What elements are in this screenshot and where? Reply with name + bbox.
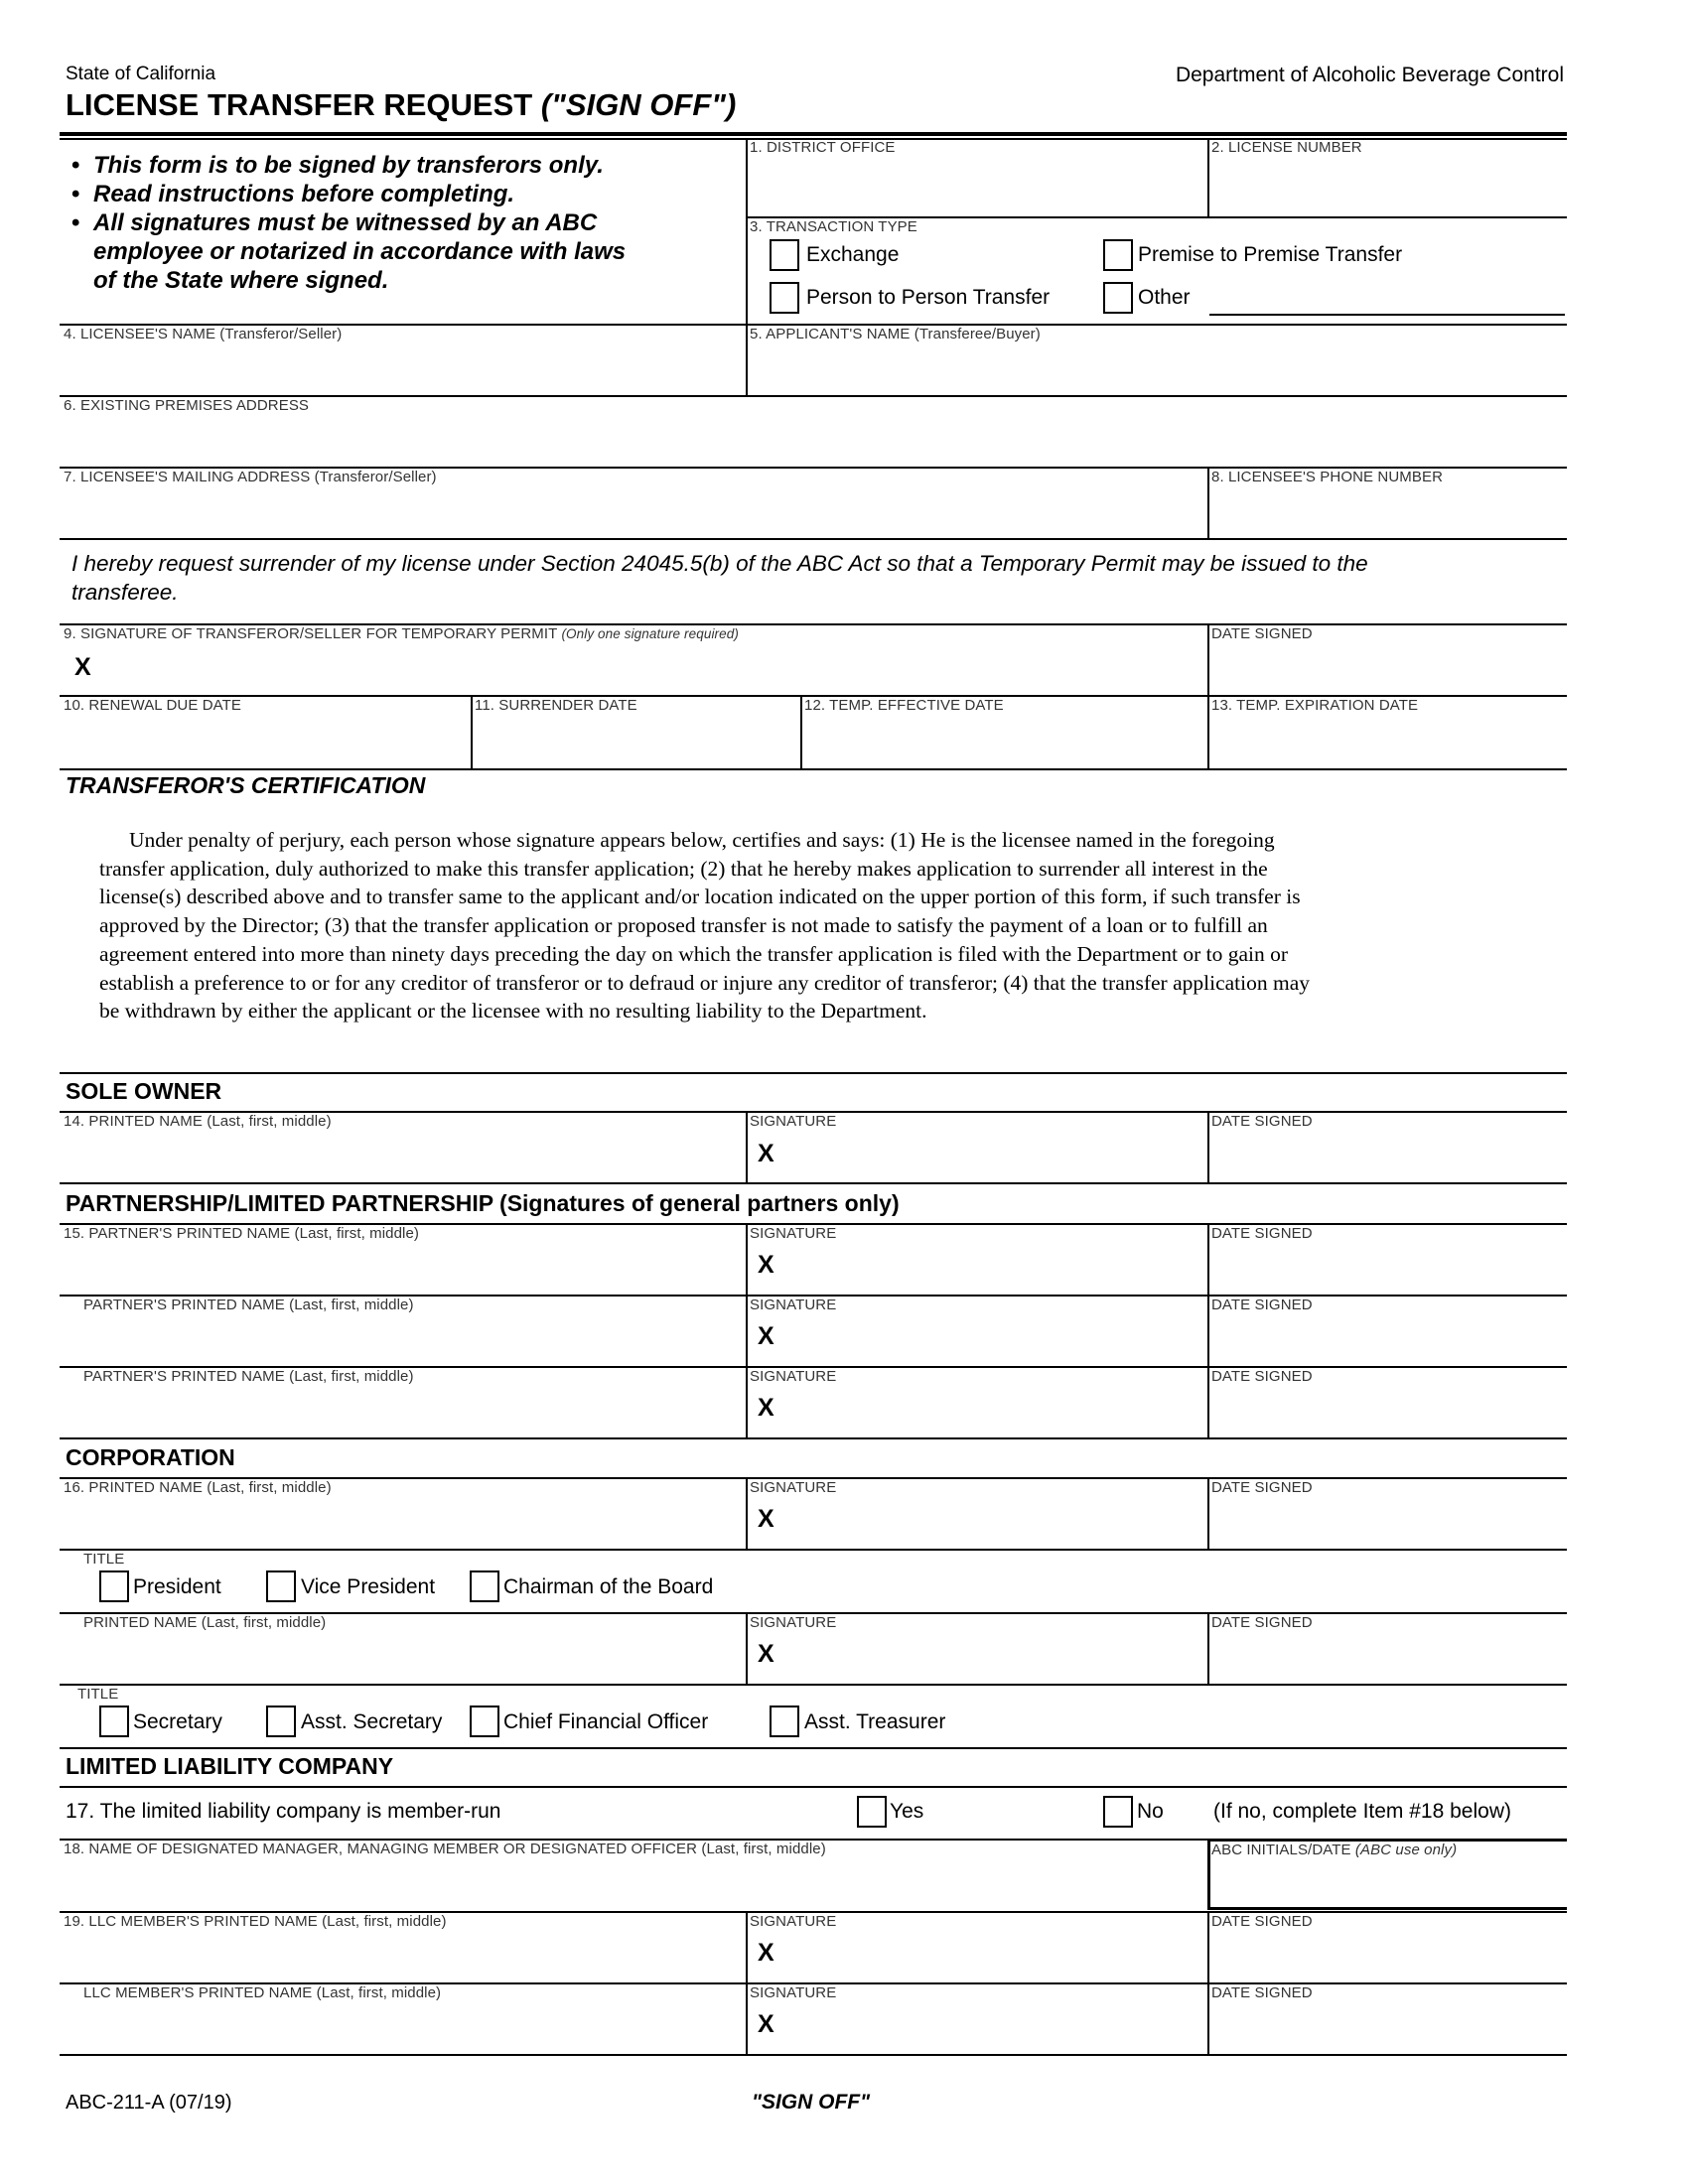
phone-number-field[interactable] [1209,488,1565,536]
certification-line: approved by the Director; (3) that the transfer application or proposed transfer is not made to satisfy the payment of a loan or to fulfill an [99,913,1268,938]
surrender-statement-line-1: I hereby request surrender of my license under Section 24045.5(b) of the ABC Act so that a Temporary Permit may be issued to the [71,551,1368,576]
llc-member-1-signature-field[interactable] [784,1933,1205,1980]
bullet: • [71,181,80,207]
bullet: • [71,152,80,179]
department-label: Department of Alcoholic Beverage Control [1175,64,1564,86]
divider [60,538,1567,540]
llc-member-2-name-field[interactable] [62,2004,744,2052]
other-label: Other [1138,286,1191,309]
chairman-checkbox[interactable] [470,1570,499,1602]
partner-name-label: PARTNER'S PRINTED NAME (Last, first, middle) [83,1297,414,1313]
signature-label: SIGNATURE [750,1368,837,1385]
signature-label: SIGNATURE [750,1297,837,1313]
page-title-main: LICENSE TRANSFER REQUEST [66,87,533,122]
date-signed-label: DATE SIGNED [1211,1297,1313,1313]
signature-label: SIGNATURE [750,1614,837,1631]
transferor-signature-label [64,625,739,642]
temp-effective-field[interactable] [802,717,1205,766]
certification-line: be withdrawn by either the applicant or the licensee with no resulting liability to the Department. [99,999,927,1024]
signature-x: X [758,1322,774,1350]
mailing-address-label: 7. LICENSEE'S MAILING ADDRESS (Transferor/Seller) [64,469,437,485]
sole-date-field[interactable] [1209,1133,1565,1180]
signature-label: SIGNATURE [750,1113,837,1130]
signature-label: SIGNATURE [750,1913,837,1930]
signature-x: X [758,1394,774,1422]
title-label: TITLE [83,1551,125,1568]
signature-label: SIGNATURE [750,1984,837,2001]
premises-address-label: 6. EXISTING PREMISES ADDRESS [64,397,310,414]
signature-x: X [758,2010,774,2038]
divider [60,1072,1567,1074]
partner-2-signature-field[interactable] [784,1316,1205,1364]
divider [746,1111,748,1182]
signature-x: X [758,1640,774,1668]
certification-line: Under penalty of perjury, each person whose signature appears below, certifies and says: (1) He is the licensee named in the foregoing [129,828,1275,852]
partner-3-date-field[interactable] [1209,1388,1565,1435]
llc-member-2-date-field[interactable] [1209,2004,1565,2052]
page-title-italic: ("SIGN OFF") [540,87,737,122]
state-label: State of California [66,64,216,84]
llc-member-1-name-field[interactable] [62,1933,744,1980]
date-signed-label: DATE SIGNED [1211,1984,1313,2001]
llc-heading: LIMITED LIABILITY COMPANY [66,1753,394,1779]
chairman-label: Chairman of the Board [503,1575,714,1598]
corp-1-date-field[interactable] [1209,1499,1565,1547]
cfo-label: Chief Financial Officer [503,1710,709,1733]
divider [746,1477,748,1549]
divider [60,2054,1567,2056]
llc-member-name-label: LLC MEMBER'S PRINTED NAME (Last, first, middle) [83,1984,442,2001]
secretary-label: Secretary [133,1710,222,1733]
partner-name-label: PARTNER'S PRINTED NAME (Last, first, middle) [83,1368,414,1385]
llc-no-label: No [1137,1800,1164,1823]
instruction-line: employee or notarized in accordance with laws [93,238,627,265]
llc-member-2-signature-field[interactable] [784,2004,1205,2052]
licensee-name-label: 4. LICENSEE'S NAME (Transferor/Seller) [64,326,343,342]
page-title [66,87,736,123]
llc-question: 17. The limited liability company is member-run [66,1800,501,1823]
date-signed-label: DATE SIGNED [1211,1479,1313,1496]
phone-number-label: 8. LICENSEE'S PHONE NUMBER [1211,469,1444,485]
divider [60,1549,1567,1551]
llc-yes-label: Yes [890,1800,924,1823]
asst-treasurer-label: Asst. Treasurer [804,1710,946,1733]
llc-member-1-date-field[interactable] [1209,1933,1565,1980]
signature-x: X [758,1505,774,1533]
other-checkbox[interactable] [1103,282,1133,314]
transferor-signature-field[interactable] [99,645,1205,693]
divider [60,1786,1567,1788]
signature-x: X [758,1140,774,1167]
corp-2-signature-field[interactable] [784,1634,1205,1682]
corp-name-label: PRINTED NAME (Last, first, middle) [83,1614,327,1631]
divider [60,1182,1567,1184]
cfo-checkbox[interactable] [470,1706,499,1737]
certification-text [99,826,1310,1025]
sole-printed-name-field[interactable] [62,1133,744,1180]
district-office-field[interactable] [748,159,1205,214]
certification-line: establish a preference to or for any creditor of transferor or to defraud or injure any creditor of transferor; (4) that the transfer application may [99,970,1311,995]
sole-printed-name-label: 14. PRINTED NAME (Last, first, middle) [64,1113,332,1130]
temp-expiration-label: 13. TEMP. EXPIRATION DATE [1211,697,1419,714]
llc-member-name-label: 19. LLC MEMBER'S PRINTED NAME (Last, first, middle) [64,1913,447,1930]
vice-president-checkbox[interactable] [266,1570,296,1602]
divider [60,1684,1567,1686]
person-to-person-checkbox[interactable] [770,282,799,314]
licensee-name-field[interactable] [62,345,744,393]
renewal-due-field[interactable] [62,717,469,766]
exchange-checkbox[interactable] [770,239,799,271]
mailing-address-field[interactable] [62,488,1205,536]
divider [746,1223,748,1437]
asst-treasurer-checkbox[interactable] [770,1706,799,1737]
instruction-line: All signatures must be witnessed by an ABC [93,209,598,236]
abc-initials-text: ABC INITIALS/DATE [1211,1842,1351,1858]
surrender-date-field[interactable] [473,717,798,766]
bullet: • [71,209,80,236]
signature-x: X [758,1251,774,1279]
premise-to-premise-checkbox[interactable] [1103,239,1133,271]
corp-2-date-field[interactable] [1209,1634,1565,1682]
transferor-signature-note: (Only one signature required) [561,626,739,641]
designated-manager-label: 18. NAME OF DESIGNATED MANAGER, MANAGING MEMBER OR DESIGNATED OFFICER (Last, first, middle) [64,1841,826,1857]
date-signed-label: DATE SIGNED [1211,625,1313,642]
title-label: TITLE [77,1686,119,1703]
transferor-date-field[interactable] [1209,645,1565,693]
temp-effective-label: 12. TEMP. EFFECTIVE DATE [804,697,1004,714]
abc-use-only-note: (ABC use only) [1354,1842,1458,1858]
llc-yes-checkbox[interactable] [857,1796,887,1828]
district-office-label: 1. DISTRICT OFFICE [750,139,896,156]
partnership-heading: PARTNERSHIP/LIMITED PARTNERSHIP (Signatures of general partners only) [66,1190,900,1216]
transferor-signature-x: X [74,653,91,681]
instruction-line: Read instructions before completing. [93,181,515,207]
abc-initials-label [1211,1842,1457,1858]
renewal-due-label: 10. RENEWAL DUE DATE [64,697,241,714]
footer-sign-off: "SIGN OFF" [752,2091,871,2114]
partner-3-signature-field[interactable] [784,1388,1205,1435]
person-to-person-label: Person to Person Transfer [806,286,1051,309]
date-signed-label: DATE SIGNED [1211,1113,1313,1130]
surrender-date-label: 11. SURRENDER DATE [475,697,637,714]
llc-note: (If no, complete Item #18 below) [1213,1800,1511,1823]
secretary-checkbox[interactable] [99,1706,129,1737]
instruction-line: This form is to be signed by transferors only. [93,152,604,179]
signature-label: SIGNATURE [750,1479,837,1496]
president-checkbox[interactable] [99,1570,129,1602]
partner-3-name-field[interactable] [62,1388,744,1435]
corp-1-signature-field[interactable] [784,1499,1205,1547]
date-signed-label: DATE SIGNED [1211,1614,1313,1631]
license-number-label: 2. LICENSE NUMBER [1211,139,1362,156]
transaction-type-label: 3. TRANSACTION TYPE [750,218,917,235]
applicant-name-label: 5. APPLICANT'S NAME (Transferee/Buyer) [750,326,1041,342]
vice-president-label: Vice President [301,1575,436,1598]
license-number-field[interactable] [1209,159,1565,214]
header-rule [60,132,1567,136]
applicant-name-field[interactable] [748,345,1565,393]
other-input[interactable] [1209,286,1565,316]
temp-expiration-field[interactable] [1209,717,1565,766]
date-signed-label: DATE SIGNED [1211,1368,1313,1385]
form-number: ABC-211-A (07/19) [66,2092,232,2114]
certification-line: transfer application, duly authorized to make this transfer application; (2) that he hereby makes application to surrender all interest in the [99,856,1268,881]
partner-2-name-field[interactable] [62,1316,744,1364]
divider [60,1437,1567,1439]
asst-secretary-label: Asst. Secretary [301,1710,443,1733]
president-label: President [133,1575,221,1598]
date-signed-label: DATE SIGNED [1211,1225,1313,1242]
divider [60,1747,1567,1749]
corp-1-name-field[interactable] [62,1499,744,1547]
divider [746,1612,748,1684]
asst-secretary-checkbox[interactable] [266,1706,296,1737]
designated-manager-field[interactable] [62,1860,1205,1908]
transferor-signature-label-text: 9. SIGNATURE OF TRANSFEROR/SELLER FOR TEMPORARY PERMIT [64,625,558,642]
corp-2-name-field[interactable] [62,1634,744,1682]
certification-heading: TRANSFEROR'S CERTIFICATION [66,772,426,798]
premises-address-field[interactable] [62,417,1565,465]
partner-name-label: 15. PARTNER'S PRINTED NAME (Last, first, middle) [64,1225,420,1242]
date-signed-label: DATE SIGNED [1211,1913,1313,1930]
partner-1-signature-field[interactable] [784,1245,1205,1293]
sole-owner-heading: SOLE OWNER [66,1078,222,1104]
instruction-line: of the State where signed. [93,267,389,294]
llc-no-checkbox[interactable] [1103,1796,1133,1828]
surrender-statement-line-2: transferee. [71,580,179,605]
certification-line: license(s) described above and to transfer same to the applicant and/or location indicated on the upper portion of this form, if such transfer is [99,885,1301,909]
signature-label: SIGNATURE [750,1225,837,1242]
corp-name-label: 16. PRINTED NAME (Last, first, middle) [64,1479,332,1496]
sole-signature-field[interactable] [784,1133,1205,1180]
divider [60,768,1567,770]
corporation-heading: CORPORATION [66,1444,235,1470]
partner-2-date-field[interactable] [1209,1316,1565,1364]
partner-1-date-field[interactable] [1209,1245,1565,1293]
premise-to-premise-label: Premise to Premise Transfer [1138,243,1403,266]
partner-1-name-field[interactable] [62,1245,744,1293]
certification-line: agreement entered into more than ninety days preceding the day on which the transfer application is filed with the Department or to gain or [99,941,1289,966]
signature-x: X [758,1939,774,1967]
exchange-label: Exchange [806,243,900,266]
